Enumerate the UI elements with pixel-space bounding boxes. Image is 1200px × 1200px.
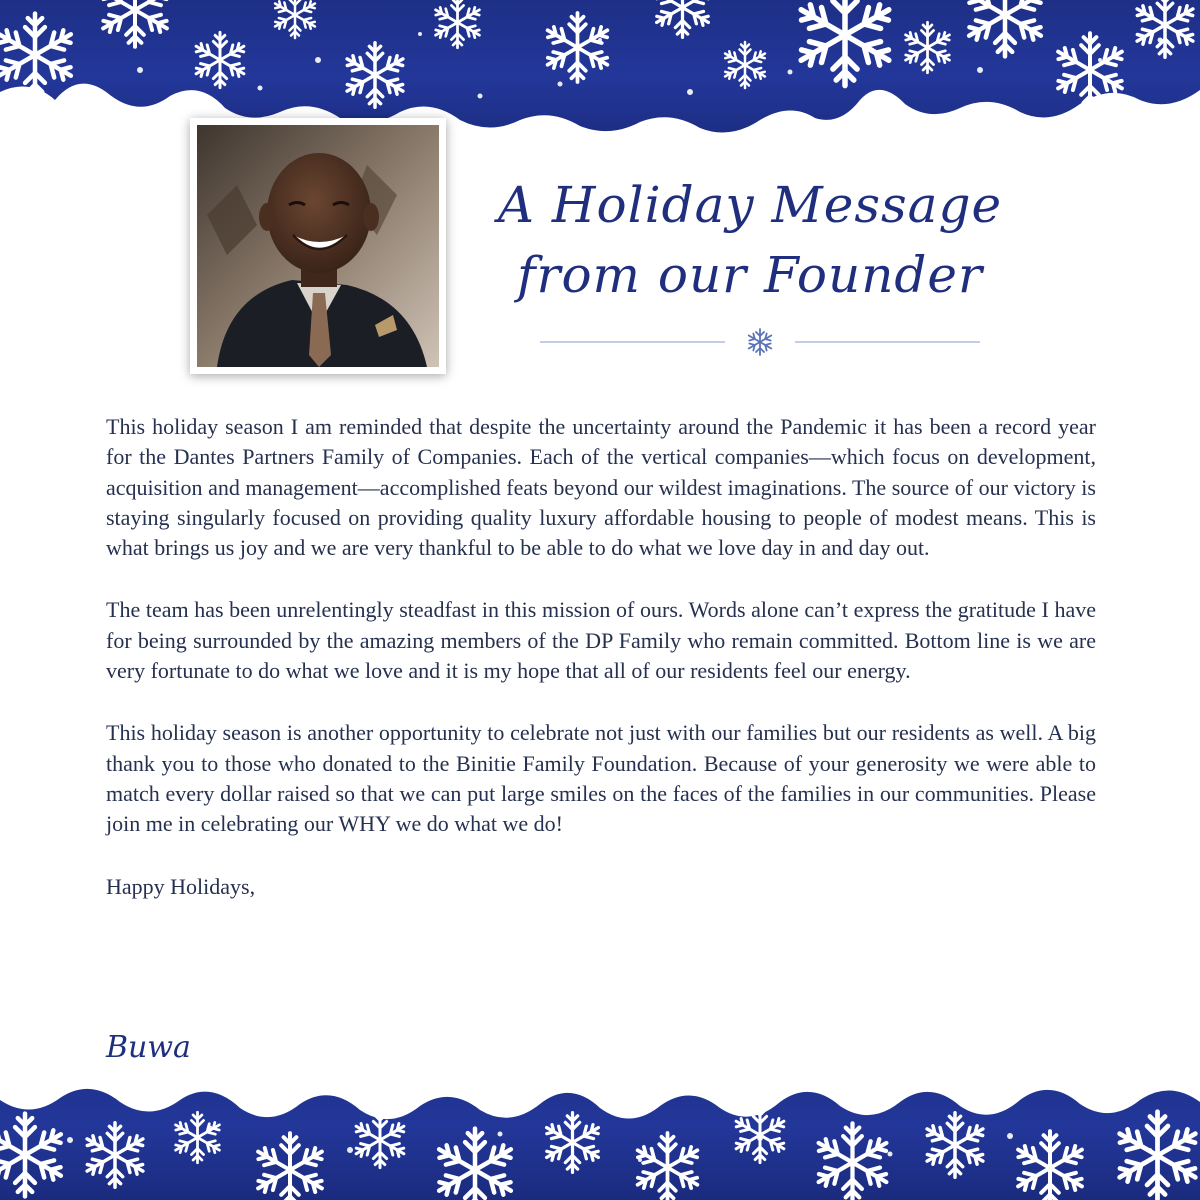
- portrait-frame: [190, 118, 446, 374]
- letter-closing: Happy Holidays,: [106, 873, 256, 899]
- letter-paragraph-1: This holiday season I am reminded that despite the uncertainty around the Pandemic it has been a record year for the Dantes Partners Family of Companies. Each of the vertical companies—which focus on development, acquisition and management—accomplished feats beyond our wildest imaginations. The source of our victory is staying singularly focused on providing quality luxury affordable housing to people of modest means. This is what brings us joy and we are very thankful to be able to do what we love day in and day out.: [106, 414, 1096, 561]
- signature: Buwa: [106, 1030, 191, 1065]
- founder-portrait: [197, 125, 439, 367]
- page-title: [470, 170, 1030, 310]
- bottom-snowflake-border: [0, 1050, 1200, 1200]
- letter-paragraph-2: The team has been unrelentingly steadfast in this mission of ours. Words alone can’t express the gratitude I have for being surrounded by the amazing members of the DP Family who remain committed. Bottom line is we are very fortunate to do what we love and it is my hope that all of our residents feel our energy.: [106, 597, 1096, 684]
- snowflake-icon: [747, 329, 774, 355]
- title-line-2: from our Founder: [517, 246, 983, 304]
- title-line-1: A Holiday Message: [497, 176, 1003, 234]
- top-snowflake-border: [0, 0, 1200, 150]
- letter-body: [106, 412, 1096, 934]
- letter-paragraph-3: This holiday season is another opportunity to celebrate not just with our families but our residents as well. A big thank you to those who donated to the Binitie Family Foundation. Because of your generosity we were able to match every dollar raised so that we can put large smiles on the faces of the families in our communities. Please join me in celebrating our WHY we do what we do!: [106, 720, 1096, 837]
- title-divider: [540, 327, 980, 357]
